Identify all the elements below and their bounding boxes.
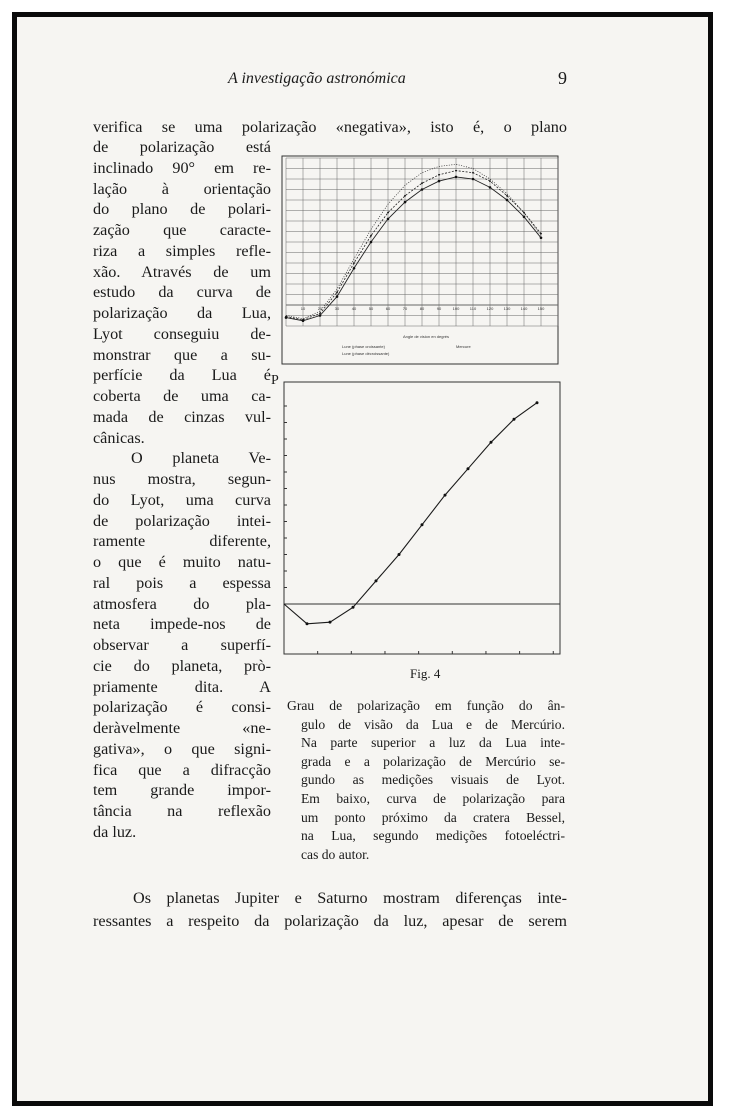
data-point (336, 292, 338, 294)
data-point (404, 201, 407, 204)
caption-line: cas do autor. (301, 846, 370, 862)
data-point (319, 314, 322, 317)
caption-line: Na parte superior a luz da Lua inte- (301, 735, 565, 751)
data-point (421, 523, 424, 526)
column-line: atmosfera do pla- (93, 594, 271, 613)
bottom-line-2: ressantes a respeito da polarização da luz, apesar de serem (93, 912, 567, 930)
column-line: de polarização intei- (93, 511, 271, 530)
data-point (370, 241, 373, 244)
column-line: observar a superfí- (93, 636, 271, 654)
x-tick-label: 130 (503, 306, 511, 311)
data-point (302, 319, 304, 321)
column-line: tância na reflexão (93, 802, 271, 820)
x-tick-label: 60 (385, 306, 391, 311)
data-point (387, 212, 389, 214)
caption-line: Em baixo, curva de polarização para (301, 790, 565, 806)
data-point (438, 174, 440, 176)
data-point (352, 606, 355, 609)
caption-line: na Lua, segundo medições fotoeléctri- (301, 828, 565, 844)
column-line: nus mostra, segun- (93, 470, 271, 488)
column-line: coberta de uma ca- (93, 387, 271, 405)
legend-lune-decroissante: Lune (phase décroissante) (342, 351, 390, 356)
column-line: de polarização está (93, 138, 271, 156)
data-point (467, 467, 470, 470)
x-tick-label: 120 (486, 306, 494, 311)
column-line: ral pois a espessa (93, 573, 271, 592)
data-point (329, 621, 332, 624)
data-point (319, 313, 321, 315)
moon-mercury-polarization-chart (276, 150, 566, 370)
column-line: riza a simples refle- (93, 241, 271, 260)
column-line: Lyot conseguiu de- (93, 324, 271, 343)
column-line: O planeta Ve- (131, 449, 271, 468)
data-point (404, 195, 406, 197)
column-line: monstrar que a su- (93, 345, 271, 364)
column-line: lação à orientação (93, 179, 271, 198)
column-line: perfície da Lua é (93, 366, 271, 385)
data-point (536, 401, 539, 404)
figure-label: Fig. 4 (410, 666, 441, 681)
text-column (93, 137, 271, 843)
column-line: o que é muito natu- (93, 553, 271, 571)
chart-top-ticks (301, 306, 545, 311)
data-point (455, 176, 458, 179)
data-point (455, 170, 457, 172)
data-point (353, 262, 355, 264)
column-line: estudo da curva de (93, 283, 271, 302)
x-tick-label: 10 (300, 306, 306, 311)
x-tick-label: 50 (368, 306, 374, 311)
data-point (398, 553, 401, 556)
data-point (353, 267, 356, 270)
column-line: fica que a difracção (93, 760, 271, 779)
column-line: ramente diferente, (93, 532, 271, 551)
bottom-line-1: Os planetas Jupiter e Saturno mostram diferenças inte- (133, 889, 567, 907)
caption-line: grada e a polarização de Mercúrio se- (301, 753, 565, 769)
chart-top-xlabel: Angle de vision en degrés (402, 334, 450, 339)
data-point (490, 441, 493, 444)
legend-lune-croissante: Lune (phase croissante) (342, 344, 385, 349)
column-line: inclinado 90° em re- (93, 158, 271, 177)
x-tick-label: 30 (334, 306, 340, 311)
first-line: verifica se uma polarização «negativa», isto é, o plano (93, 118, 567, 136)
column-line: zação que caracte- (93, 221, 271, 239)
x-tick-label: 140 (520, 306, 528, 311)
x-tick-label: 40 (351, 306, 357, 311)
x-tick-label: 90 (436, 306, 442, 311)
data-point (472, 178, 475, 181)
data-point (472, 172, 474, 174)
caption-line: Grau de polarização em função do ân- (287, 698, 565, 713)
column-line: xão. Através de um (93, 262, 271, 281)
column-line: polarização é consi- (93, 698, 271, 717)
data-point (540, 237, 543, 240)
data-point (421, 188, 424, 191)
column-line: cânicas. (93, 428, 145, 447)
data-point (421, 182, 423, 184)
data-point (489, 180, 491, 182)
legend-mercure: Mercure (456, 344, 471, 349)
column-line: polarização da Lua, (93, 304, 271, 322)
figure-caption (287, 697, 565, 864)
data-point (444, 494, 447, 497)
x-tick-label: 150 (537, 306, 545, 311)
data-point (506, 199, 509, 202)
column-line: gativa», o que signi- (93, 739, 271, 758)
column-line: do plano de polari- (93, 200, 271, 219)
column-line: mada de cinzas vul- (93, 407, 271, 426)
bessel-polarization-chart (268, 370, 568, 670)
data-point (370, 235, 372, 237)
caption-line: um ponto próximo da cratera Bessel, (301, 809, 565, 825)
data-point (523, 216, 526, 219)
chart-bottom-frame (284, 382, 560, 654)
column-line: tem grande impor- (93, 781, 271, 800)
column-line: priamente dita. A (93, 677, 271, 696)
x-tick-label: 110 (469, 306, 477, 311)
column-line: deràvelmente «ne- (93, 719, 271, 737)
x-tick-label: 70 (402, 306, 408, 311)
chart-top-frame (282, 156, 558, 364)
x-tick-label: 100 (452, 306, 460, 311)
data-point (540, 233, 542, 235)
chart-bottom-ylabel: P (271, 373, 279, 388)
data-point (387, 218, 390, 221)
column-line: cie do planeta, prò- (93, 656, 271, 675)
column-line: neta impede-nos de (93, 615, 271, 634)
data-point (513, 418, 516, 421)
x-tick-label: 20 (317, 306, 323, 311)
data-point (375, 579, 378, 582)
caption-line: gulo de visão da Lua e de Mercúrio. (301, 716, 565, 732)
column-line: do Lyot, uma curva (93, 490, 271, 509)
x-tick-label: 80 (419, 306, 425, 311)
page-number: 9 (558, 68, 567, 88)
column-line: da luz. (93, 822, 137, 841)
data-point (438, 180, 441, 183)
running-title: A investigação astronómica (228, 70, 406, 87)
data-point (306, 622, 309, 625)
data-point (506, 195, 508, 197)
caption-line: gundo as medições visuais de Lyot. (301, 772, 565, 788)
data-point (336, 295, 339, 298)
data-point (489, 186, 492, 189)
